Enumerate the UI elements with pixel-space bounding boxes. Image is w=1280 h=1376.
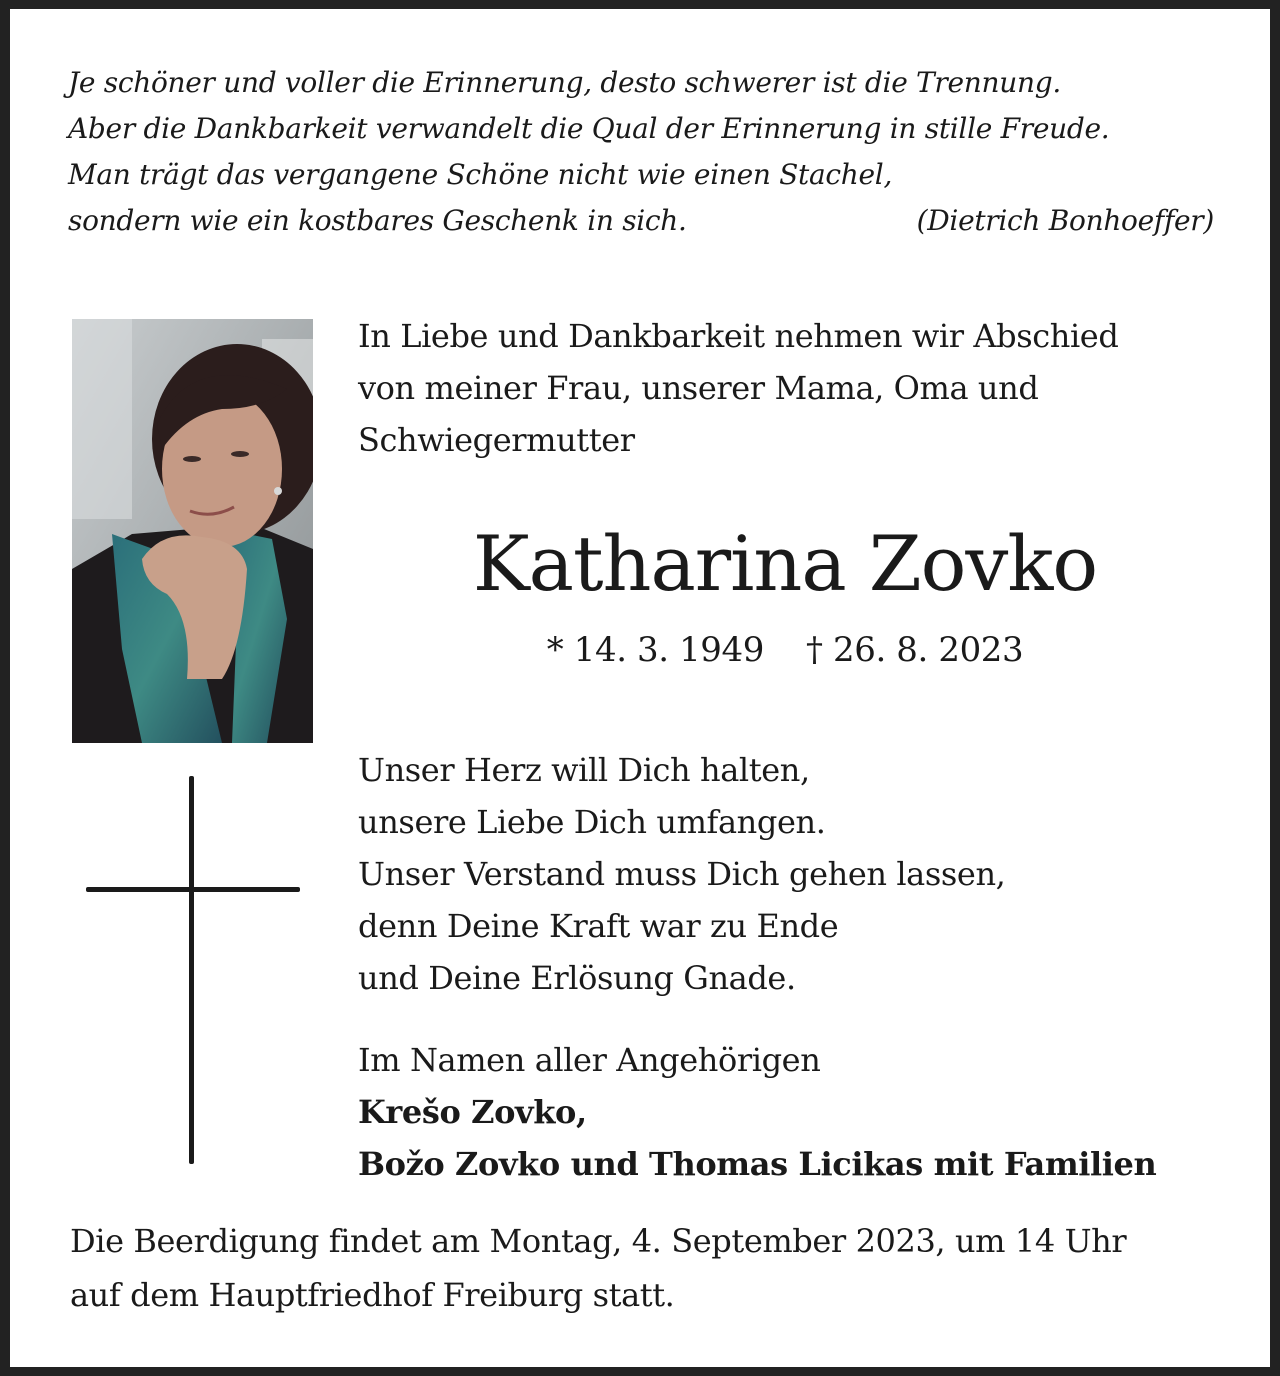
funeral-notice (70, 1214, 1220, 1322)
quote-line: Je schöner und voller die Erinnerung, desto schwerer ist die Trennung. (68, 66, 1061, 99)
farewell-intro (358, 310, 1118, 466)
cross-vertical-bar (189, 776, 194, 1164)
intro-line: Schwiegermutter (358, 421, 635, 459)
mourners-intro: Im Namen aller Angehörigen (358, 1041, 821, 1079)
funeral-line: Die Beerdigung findet am Montag, 4. September 2023, um 14 Uhr (70, 1222, 1127, 1260)
death-date: † 26. 8. 2023 (806, 630, 1024, 670)
bonhoeffer-quote (68, 60, 1218, 244)
quote-line: sondern wie ein kostbares Geschenk in sich. (68, 204, 687, 237)
poem-line: und Deine Erlösung Gnade. (358, 959, 796, 997)
intro-line: In Liebe und Dankbarkeit nehmen wir Abschied (358, 317, 1119, 355)
birth-date: * 14. 3. 1949 (546, 630, 764, 670)
portrait-photo (72, 319, 313, 743)
poem-line: unsere Liebe Dich umfangen. (358, 803, 826, 841)
poem-line: Unser Verstand muss Dich gehen lassen, (358, 855, 1006, 893)
mourner-name: Božo Zovko und Thomas Licikas mit Familien (358, 1145, 1157, 1183)
deceased-name: Katharina Zovko (472, 519, 1098, 608)
mourners-block (358, 1034, 1156, 1190)
intro-line: von meiner Frau, unserer Mama, Oma und (358, 369, 1039, 407)
funeral-line: auf dem Hauptfriedhof Freiburg statt. (70, 1276, 675, 1314)
cross-symbol (86, 776, 302, 1168)
quote-line: Man trägt das vergangene Schöne nicht wie einen Stachel, (68, 158, 893, 191)
quote-line: Aber die Dankbarkeit verwandelt die Qual der Erinnerung in stille Freude. (68, 112, 1110, 145)
poem-line: Unser Herz will Dich halten, (358, 751, 810, 789)
quote-last-line (68, 198, 1218, 244)
quote-author: (Dietrich Bonhoeffer) (916, 204, 1214, 237)
mourner-name: Krešo Zovko, (358, 1093, 587, 1131)
cross-horizontal-bar (86, 887, 300, 892)
portrait-image (72, 319, 313, 743)
poem-line: denn Deine Kraft war zu Ende (358, 907, 839, 945)
memorial-poem (358, 744, 1005, 1004)
life-dates (340, 624, 1230, 676)
